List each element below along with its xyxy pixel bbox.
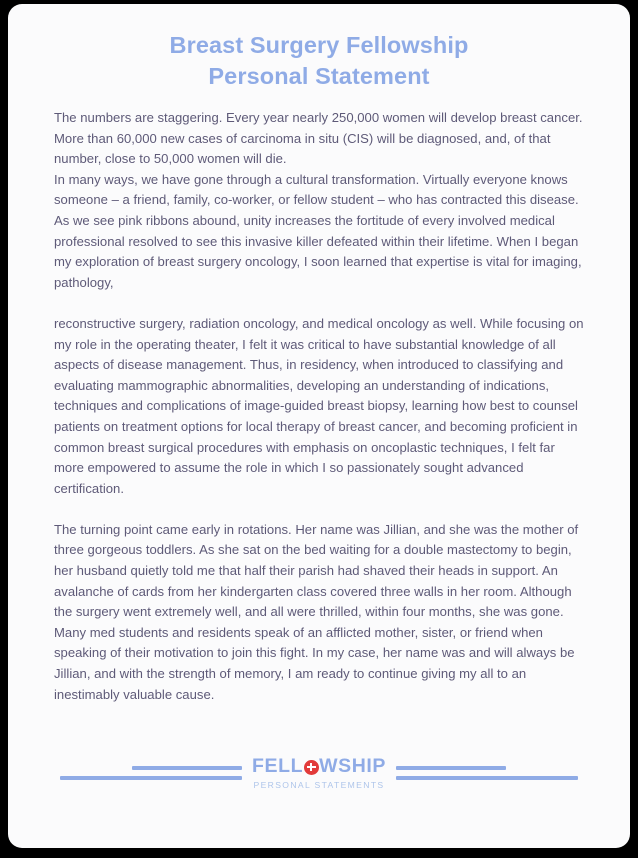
brand-wordmark-part-1: FELL (251, 754, 304, 777)
paragraph-2: reconstructive surgery, radiation oncology, and medical oncology as well. While focusing on my role in the operating theater, I felt it was critical to have substantial knowledge of all aspects of disease management. Thus, in residency, when introduced to classifying and evaluating mammographic abnormalities, developing an understanding of indications, techniques and complications of image-guided breast biopsy, learning how best to counsel patients on treatment options for local therapy of breast cancer, and becoming proficient in common breast surgical procedures with emphasis on oncoplastic techniques, I felt far more empowered to assume the role in which I so passionately sought advanced certification. (54, 315, 584, 496)
paragraph-1: The numbers are staggering. Every year nearly 250,000 women will develop breast cancer. More than 60,000 new cases of carcinoma in situ (CIS) will be diagnosed, and, of that number, close to 50,000 women will die. In many ways, we have gone through a cultural transformation. Virtually everyone knows someone – a friend, family, co-worker, or fellow student – who has contracted this disease. As we see pink ribbons abound, unity increases the fortitude of every involved medical professional resolved to see this invasive killer defeated within their lifetime. When I began my exploration of breast surgery oncology, I soon learned that expertise is vital for imaging, pathology, (54, 110, 583, 290)
page-title (8, 4, 630, 92)
document-body (8, 92, 630, 705)
footer-rule-left-long (60, 776, 242, 780)
footer-rule-left (60, 762, 242, 784)
brand-tagline: PERSONAL STATEMENTS (253, 779, 385, 790)
footer-rule-right-long (396, 776, 578, 780)
footer-rule-right-short (396, 766, 506, 770)
page-title-line-2: Personal Statement (208, 63, 430, 89)
footer-rule-right (396, 762, 578, 784)
brand-wordmark-part-2: WSHIP (319, 754, 387, 777)
document-page (8, 4, 630, 848)
page-title-line-1: Breast Surgery Fellowship (169, 32, 469, 58)
brand-logo (242, 756, 396, 791)
document-footer (8, 750, 630, 796)
medical-cross-icon (304, 760, 319, 775)
footer-rule-left-short (132, 766, 242, 770)
paragraph-3: The turning point came early in rotations. Her name was Jillian, and she was the mother of three gorgeous toddlers. As she sat on the bed waiting for a double mastectomy to begin, her husband quietly told me that half their parish had shaved their heads in support. An avalanche of cards from her kindergarten class covered three walls in her room. Although the surgery went extremely well, and all were thrilled, within four months, she was gone. Many med students and residents speak of an afflicted mother, sister, or friend when speaking of their motivation to join this fight. In my case, her name was and will always be Jillian, and with the strength of memory, I am ready to continue giving my all to an inestimably valuable cause. (54, 521, 579, 702)
brand-wordmark (248, 756, 390, 777)
